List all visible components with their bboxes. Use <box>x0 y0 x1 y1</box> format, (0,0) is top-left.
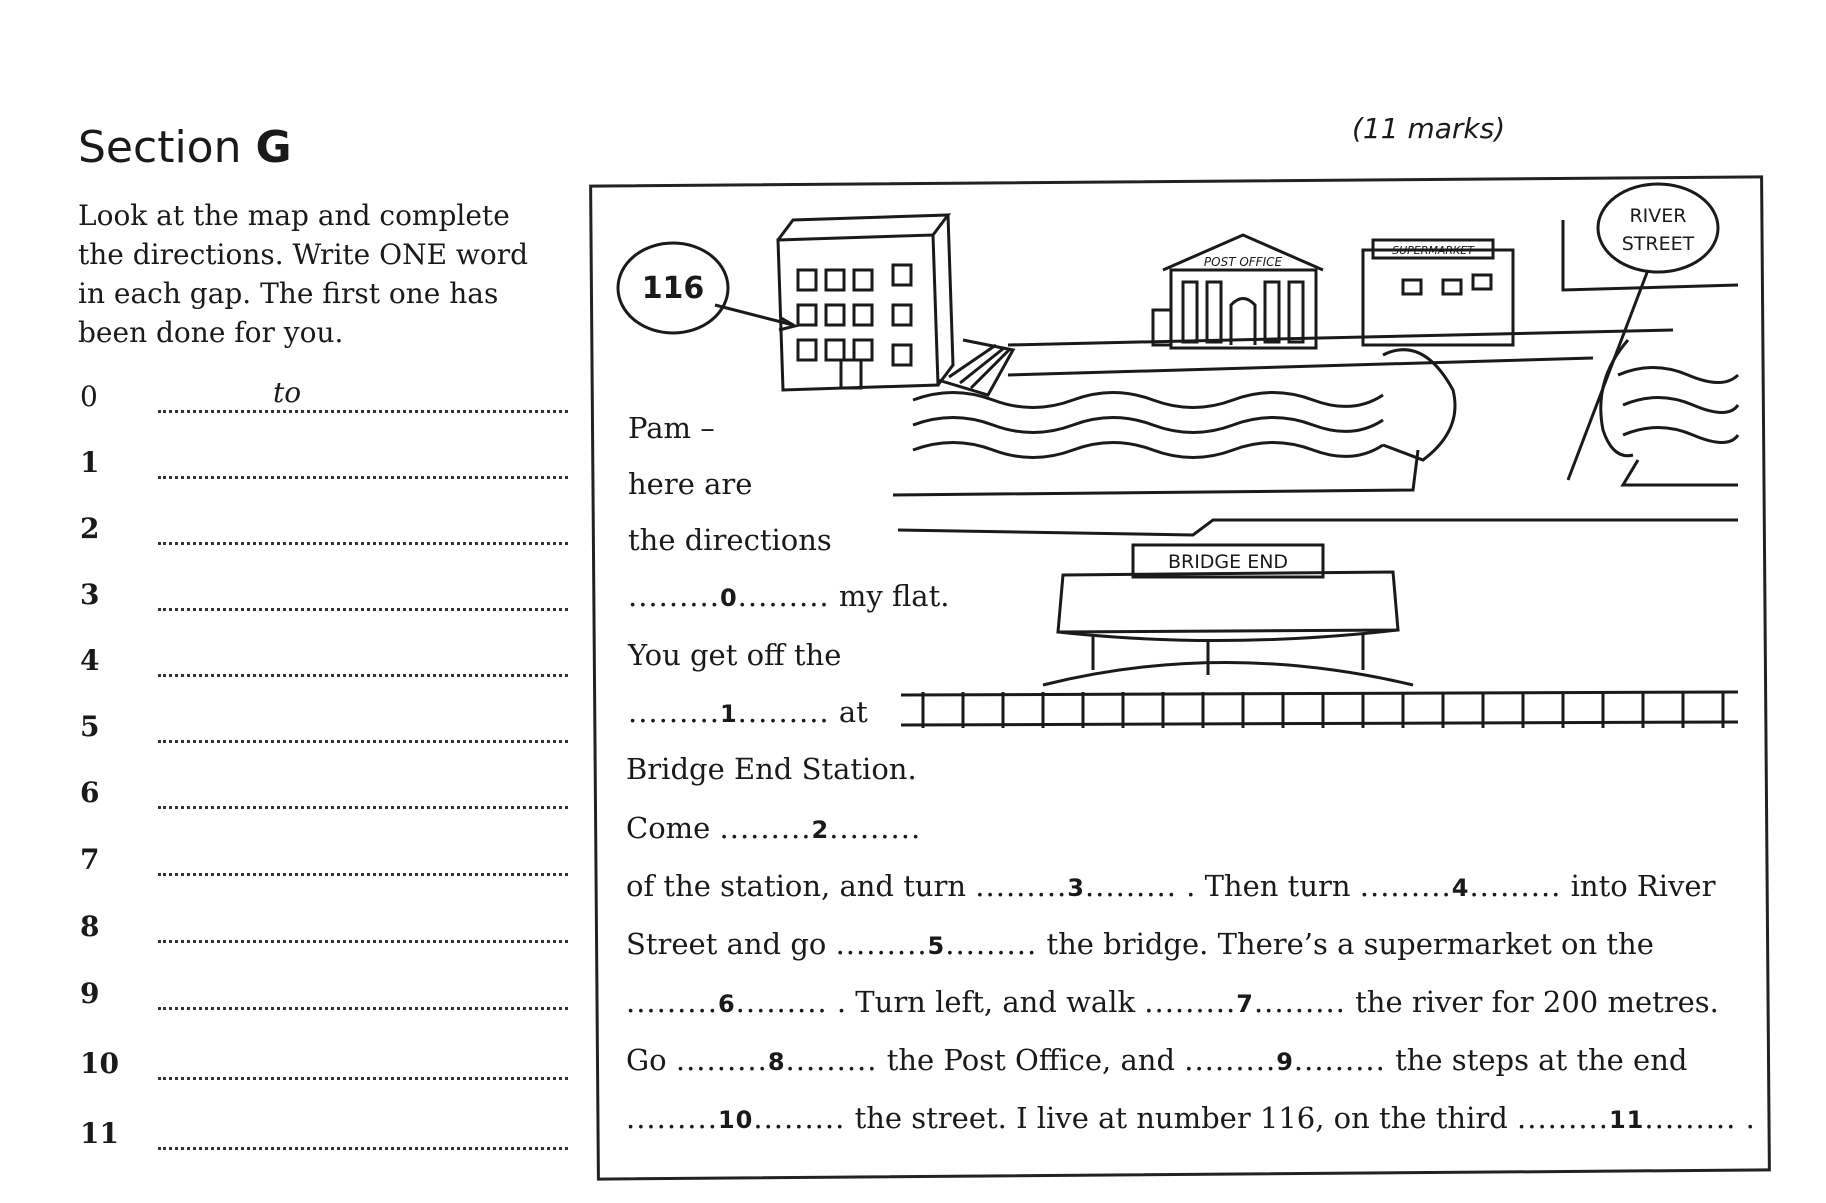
river-street-callout <box>1598 184 1718 272</box>
letter-line: You get off the <box>628 638 842 672</box>
gap-5[interactable]: .........5......... <box>835 927 1038 961</box>
letter-line: Come .........2......... <box>626 811 922 845</box>
street-edge <box>1008 330 1673 345</box>
river-street-label-line2: STREET <box>1621 233 1695 255</box>
answer-number: 1 <box>80 446 100 479</box>
answer-field[interactable] <box>158 608 568 611</box>
answer-field[interactable] <box>158 542 568 545</box>
railway-track <box>901 692 1738 728</box>
letter-line: Go .........8......... the Post Office, and .........9......... the steps at the end <box>626 1043 1688 1077</box>
answer-field[interactable] <box>158 806 568 809</box>
gap-7[interactable]: .........7......... <box>1144 985 1346 1019</box>
gap-4[interactable]: .........4......... <box>1359 869 1562 903</box>
letter-line: here are <box>628 467 753 501</box>
letter-line: Bridge End Station. <box>626 752 917 786</box>
letter-line: Street and go .........5......... the bridge. There’s a supermarket on the <box>626 927 1654 961</box>
answer-field[interactable] <box>158 873 568 876</box>
answer-row <box>78 578 498 618</box>
answer-field[interactable] <box>158 1007 568 1010</box>
answer-field[interactable] <box>158 1077 568 1080</box>
letter-line: .........10......... the street. I live at number 116, on the third .........11......... . <box>626 1101 1755 1135</box>
answer-number: 8 <box>80 910 100 943</box>
river-street-corner <box>1563 220 1738 290</box>
gap-11[interactable]: .........11......... <box>1517 1101 1737 1135</box>
answer-row <box>78 910 498 950</box>
section-title <box>78 122 292 173</box>
answer-field[interactable] <box>158 740 568 743</box>
answer-row <box>78 512 498 552</box>
river-street-label-line1: RIVER <box>1629 205 1687 227</box>
answer-number: 3 <box>80 578 100 611</box>
answer-number: 10 <box>80 1047 119 1080</box>
house-number-label: 116 <box>641 271 705 306</box>
post-office-building <box>1153 235 1323 348</box>
answer-number: 11 <box>80 1117 119 1150</box>
gap-8[interactable]: .........8......... <box>675 1043 878 1077</box>
section-word: Section <box>78 122 242 173</box>
letter-line: the directions <box>628 523 832 557</box>
answer-field[interactable] <box>158 1147 568 1150</box>
gap-9[interactable]: .........9......... <box>1184 1043 1386 1077</box>
letter-line: .........0......... my flat. <box>628 579 950 613</box>
answer-field[interactable] <box>158 410 568 413</box>
gap-1[interactable]: .........1......... <box>628 695 830 729</box>
answer-number: 5 <box>80 710 100 743</box>
answer-row <box>78 446 498 486</box>
answer-row <box>78 776 498 816</box>
answer-row <box>78 843 498 883</box>
letter-line: .........6......... . Turn left, and walk .........7......... the river for 200 metres. <box>626 985 1719 1019</box>
gap-3[interactable]: .........3......... <box>975 869 1177 903</box>
gap-2[interactable]: .........2......... <box>719 811 922 845</box>
answer-number: 0 <box>80 380 98 413</box>
bridge <box>1601 340 1633 456</box>
answer-field[interactable] <box>158 940 568 943</box>
street-edge <box>1008 358 1593 375</box>
answer-number: 6 <box>80 776 100 809</box>
gap-6[interactable]: .........6......... <box>626 985 828 1019</box>
answer-field[interactable] <box>158 476 568 479</box>
bridge <box>1383 350 1455 460</box>
answer-row <box>78 644 498 684</box>
road-edge <box>1623 460 1738 485</box>
section-letter: G <box>255 122 292 173</box>
river <box>913 368 1738 458</box>
answer-value: to <box>273 376 302 409</box>
answer-row <box>78 1117 498 1157</box>
letter-line: of the station, and turn .........3......... . Then turn .........4......... into River <box>626 869 1716 903</box>
answer-row <box>78 710 498 750</box>
answer-number: 2 <box>80 512 100 545</box>
gap-10[interactable]: .........10......... <box>626 1101 846 1135</box>
supermarket-label: SUPERMARKET <box>1392 244 1474 257</box>
post-office-label: POST OFFICE <box>1203 255 1283 269</box>
answer-number: 4 <box>80 644 100 677</box>
marks-label: (11 marks) <box>1352 112 1506 145</box>
instructions-text: Look at the map and complete the directions. Write ONE word in each gap. The first one has been done for you. <box>78 199 529 349</box>
answer-row <box>78 1047 498 1087</box>
letter-line: Pam – <box>628 411 715 445</box>
answer-row <box>78 376 498 420</box>
apartment-building <box>778 215 953 390</box>
answer-number: 7 <box>80 843 100 876</box>
road-edge <box>898 520 1738 535</box>
answer-field[interactable] <box>158 674 568 677</box>
letter-line: .........1......... at <box>628 695 868 729</box>
answer-row <box>78 977 498 1017</box>
answer-number: 9 <box>80 977 100 1010</box>
bridge-end-label: BRIDGE END <box>1167 551 1289 573</box>
gap-0[interactable]: .........0......... <box>628 579 830 613</box>
